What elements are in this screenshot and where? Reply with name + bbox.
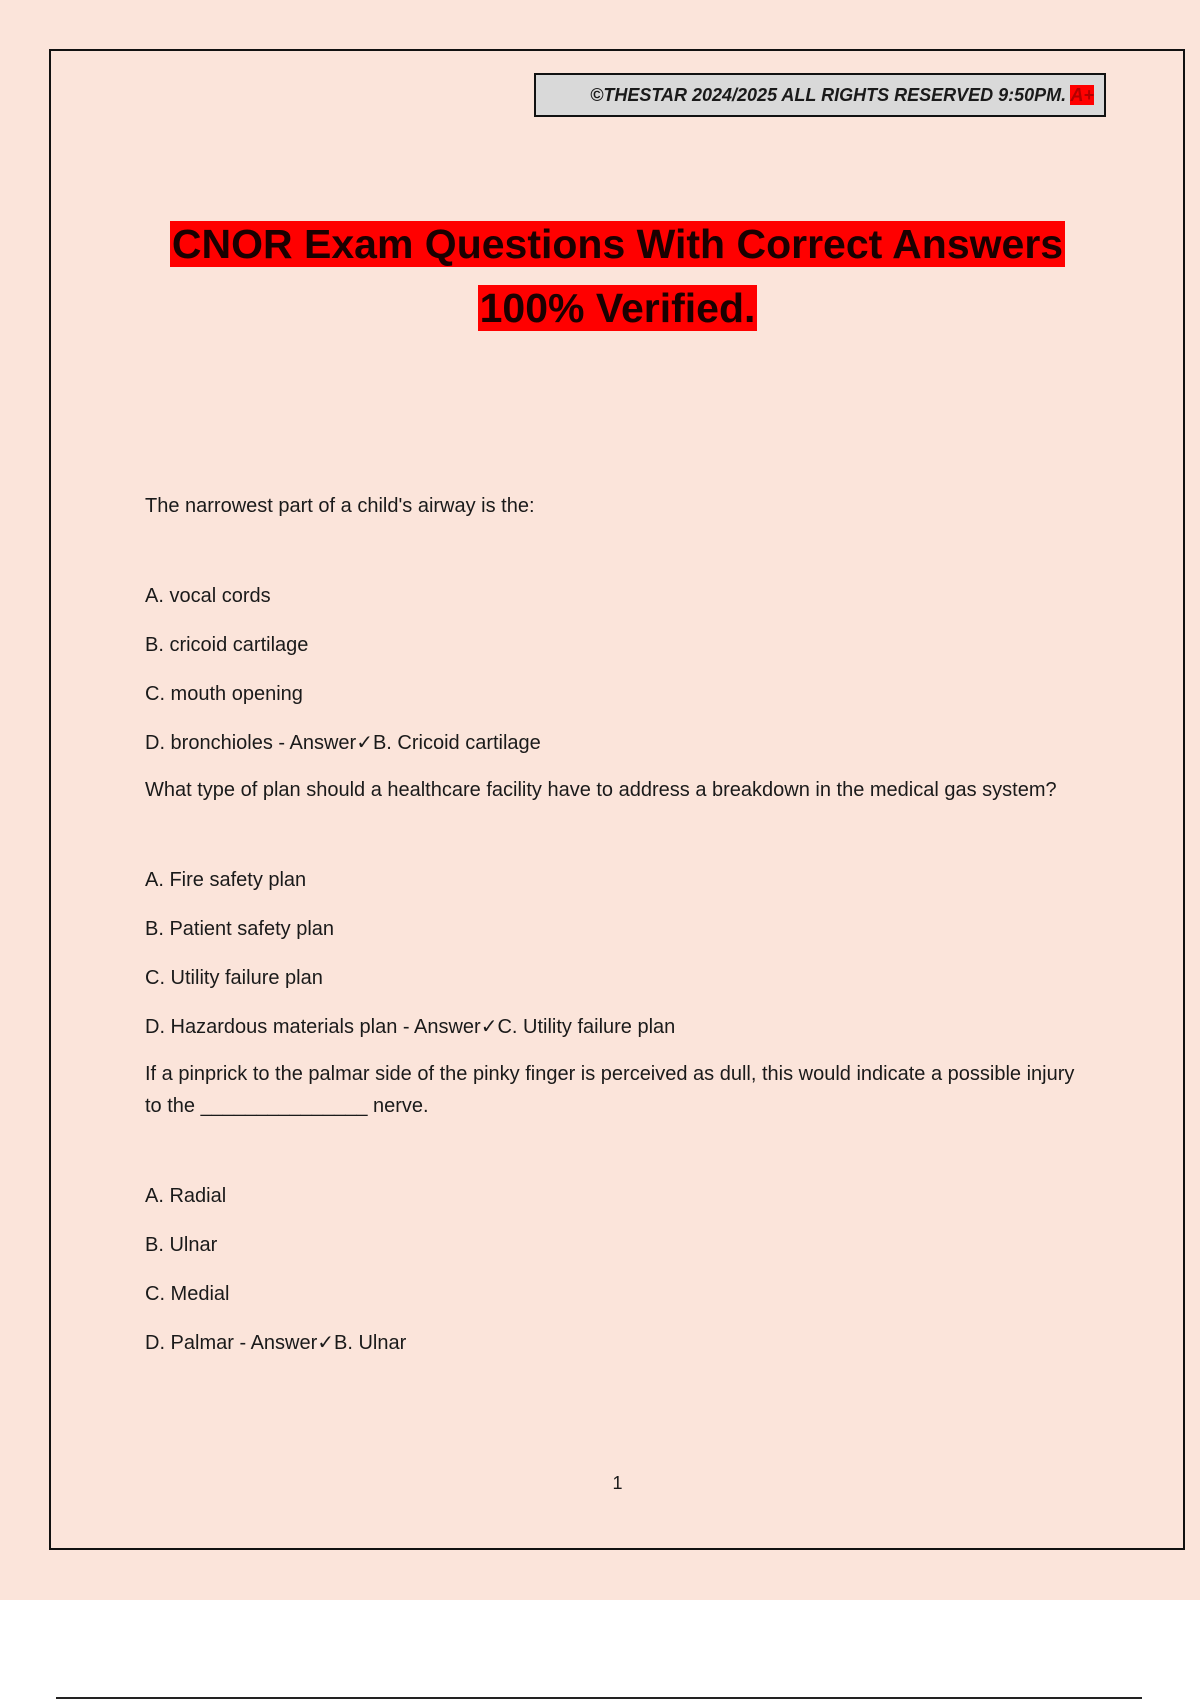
page-number: 1 [612, 1473, 623, 1493]
question-2-option-b: B. Patient safety plan [145, 918, 335, 940]
grade-badge: A+ [1070, 85, 1094, 105]
question-1-option-d-answer: D. bronchioles - Answer✓B. Cricoid cartilage [145, 732, 541, 754]
question-3-option-d-answer: D. Palmar - Answer✓B. Ulnar [145, 1332, 407, 1354]
copyright-header [534, 73, 1106, 117]
question-3-option-a: A. Radial [145, 1185, 227, 1207]
title-line-2: 100% Verified. [479, 285, 756, 331]
next-page-rule [56, 1697, 1142, 1699]
question-2-option-d-answer: D. Hazardous materials plan - Answer✓C. Utility failure plan [145, 1016, 676, 1038]
document-title [100, 212, 1135, 340]
question-3-option-c: C. Medial [145, 1283, 230, 1305]
question-2-option-a: A. Fire safety plan [145, 869, 307, 891]
copyright-text: ©THESTAR 2024/2025 ALL RIGHTS RESERVED 9:50PM. [590, 85, 1067, 105]
question-3-text: If a pinprick to the palmar side of the pinky finger is perceived as dull, this would indicate a possible injury to the _______________ nerve. [145, 1063, 1075, 1117]
question-2-text: What type of plan should a healthcare facility have to address a breakdown in the medical gas system? [145, 779, 1057, 801]
title-line-1: CNOR Exam Questions With Correct Answers [171, 221, 1064, 267]
question-list [145, 490, 1085, 1374]
question-1-option-a: A. vocal cords [145, 585, 271, 607]
question-1-option-b: B. cricoid cartilage [145, 634, 309, 656]
question-1-text: The narrowest part of a child's airway is the: [145, 495, 535, 517]
question-1-option-c: C. mouth opening [145, 683, 303, 705]
question-3-option-b: B. Ulnar [145, 1234, 218, 1256]
question-2-option-c: C. Utility failure plan [145, 967, 323, 989]
